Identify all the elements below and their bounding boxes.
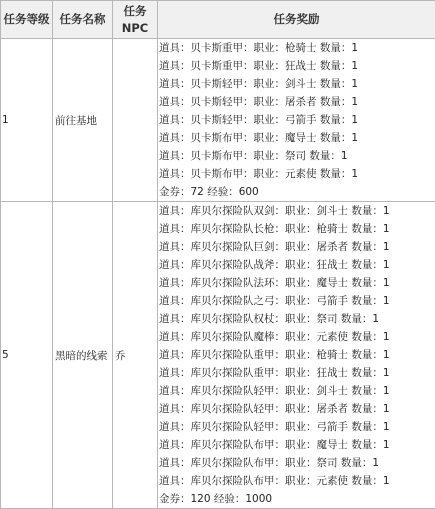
quest-npc: [113, 39, 158, 202]
reward-line: 道具：库贝尔探险队战斧：职业：狂战士 数量：1: [158, 256, 435, 274]
reward-line: 金券：120 经验：1000: [158, 490, 435, 508]
reward-line: 金券：72 经验：600: [158, 183, 435, 201]
quest-rewards: [158, 39, 435, 202]
quest-npc: 乔: [113, 202, 158, 509]
header-row: [1, 1, 435, 39]
reward-line: 道具：库贝尔探险队布甲：职业：祭司 数量：1: [158, 454, 435, 472]
quest-row: [1, 202, 435, 509]
reward-line: 道具：库贝尔探险队权杖：职业：祭司 数量：1: [158, 310, 435, 328]
reward-line: 道具：库贝尔探险队布甲：职业：元素使 数量：1: [158, 472, 435, 490]
quest-name: 前往基地: [53, 39, 113, 202]
reward-line: 道具：贝卡斯轻甲：职业：剑斗士 数量：1: [158, 75, 435, 93]
reward-line: 道具：库贝尔探险队轻甲：职业：屠杀者 数量：1: [158, 400, 435, 418]
reward-line: 道具：贝卡斯重甲：职业：枪骑士 数量：1: [158, 39, 435, 57]
reward-line: 道具：库贝尔探险队法环：职业：魔导士 数量：1: [158, 274, 435, 292]
reward-line: 道具：库贝尔探险队巨剑：职业：屠杀者 数量：1: [158, 238, 435, 256]
reward-line: 道具：贝卡斯布甲：职业：祭司 数量：1: [158, 147, 435, 165]
reward-line: 道具：库贝尔探险队魔棒：职业：元素使 数量：1: [158, 328, 435, 346]
reward-line: 道具：贝卡斯轻甲：职业：屠杀者 数量：1: [158, 93, 435, 111]
reward-line: 道具：库贝尔探险队双剑：职业：剑斗士 数量：1: [158, 202, 435, 220]
header-npc: 任务NPC: [113, 1, 158, 39]
reward-line: 道具：贝卡斯重甲：职业：狂战士 数量：1: [158, 57, 435, 75]
quest-level: 5: [1, 202, 53, 509]
header-rewards: 任务奖励: [158, 1, 435, 39]
reward-line: 道具：库贝尔探险队轻甲：职业：剑斗士 数量：1: [158, 382, 435, 400]
reward-line: 道具：库贝尔探险队重甲：职业：狂战士 数量：1: [158, 364, 435, 382]
reward-line: 道具：库贝尔探险队重甲：职业：枪骑士 数量：1: [158, 346, 435, 364]
quest-row: [1, 39, 435, 202]
reward-line: 道具：库贝尔探险队长枪：职业：枪骑士 数量：1: [158, 220, 435, 238]
reward-line: 道具：贝卡斯布甲：职业：元素使 数量：1: [158, 165, 435, 183]
reward-line: 道具：库贝尔探险队轻甲：职业：弓箭手 数量：1: [158, 418, 435, 436]
reward-line: 道具：库贝尔探险队之弓：职业：弓箭手 数量：1: [158, 292, 435, 310]
header-level: 任务等级: [1, 1, 53, 39]
quest-body: [1, 39, 435, 509]
reward-line: 道具：贝卡斯轻甲：职业：弓箭手 数量：1: [158, 111, 435, 129]
quest-rewards: [158, 202, 435, 509]
header-name: 任务名称: [53, 1, 113, 39]
quest-level: 1: [1, 39, 53, 202]
reward-line: 道具：库贝尔探险队布甲：职业：魔导士 数量：1: [158, 436, 435, 454]
reward-line: 道具：贝卡斯布甲：职业：魔导士 数量：1: [158, 129, 435, 147]
quest-name: 黑暗的线索: [53, 202, 113, 509]
